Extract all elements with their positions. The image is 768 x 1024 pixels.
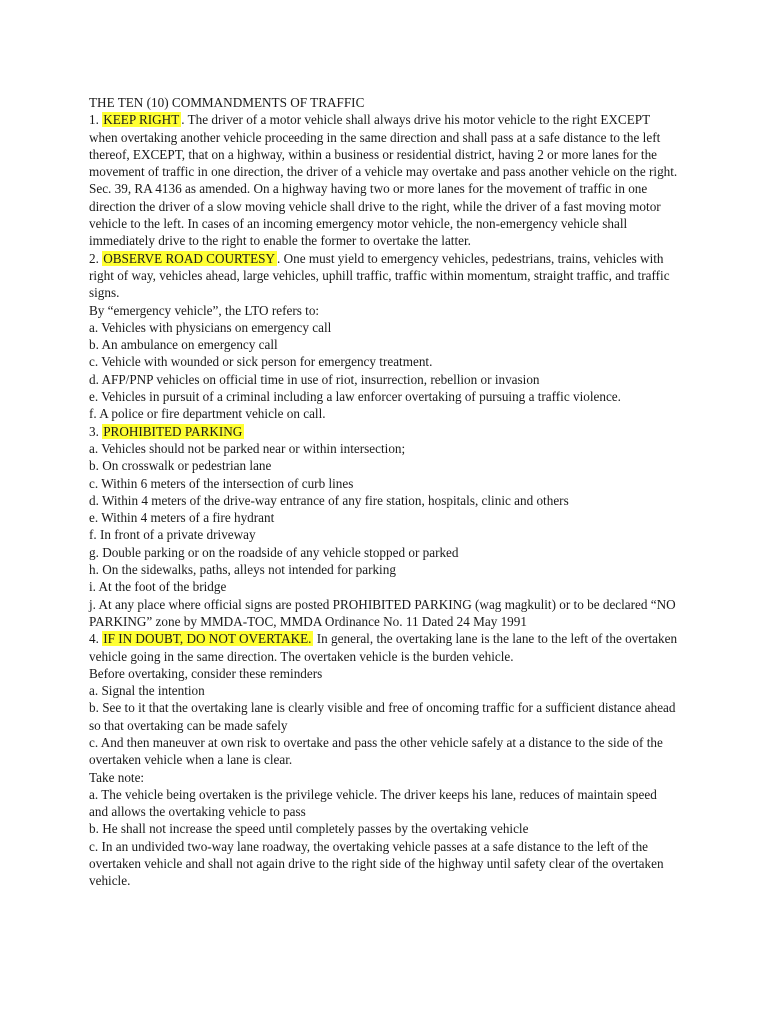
section-4-note-intro: Take note:: [89, 769, 145, 785]
list-item: c. Within 6 meters of the intersection of curb lines: [89, 475, 354, 491]
list-item: b. See to it that the overtaking lane is clearly visible and free of oncoming traffic for a sufficient distance ahead so that overtaking can be made safely: [89, 700, 676, 733]
list-item: b. On crosswalk or pedestrian lane: [89, 458, 272, 474]
list-item: a. Vehicles should not be parked near or within intersection;: [89, 440, 406, 456]
note-item: a. The vehicle being overtaken is the privilege vehicle. The driver keeps his lane, reduces of maintain speed and allows the overtaking vehicle to pass: [89, 786, 657, 820]
section-3-heading-line: [89, 423, 679, 440]
list-item: h. On the sidewalks, paths, alleys not intended for parking: [89, 562, 396, 578]
note-item: b. He shall not increase the speed until completely passes by the overtaking vehicle: [89, 821, 529, 837]
section-4-number: 4.: [89, 631, 103, 647]
list-item: j. At any place where official signs are posted PROHIBITED PARKING (wag magkulit) or to be declared “NO PARKING” zone by MMDA-TOC, MMDA Ordinance No. 11 Dated 24 May 1991: [89, 596, 676, 629]
section-2-body: . One must yield to emergency vehicles, pedestrians, trains, vehicles with right of way, vehicles ahead, large vehicles, uphill traffic, traffic within momentum, straight traffic, and traffic signs.: [89, 250, 670, 301]
list-item: c. And then maneuver at own risk to overtake and pass the other vehicle safely at a distance to the side of the overtaken vehicle when a lane is clear.: [89, 734, 663, 768]
list-item: f. In front of a private driveway: [89, 527, 256, 543]
list-item: b. An ambulance on emergency call: [89, 337, 278, 353]
note-item: c. In an undivided two-way lane roadway, the overtaking vehicle passes at a safe distance to the left of the overtaken vehicle and shall not again drive to the right side of the highway until safety clear of the overtaken vehicle.: [89, 838, 664, 889]
document-page: [89, 94, 679, 890]
section-4-heading-highlight: IF IN DOUBT, DO NOT OVERTAKE.: [103, 631, 312, 647]
list-item: i. At the foot of the bridge: [89, 579, 227, 595]
section-4-paragraph: [89, 630, 679, 665]
section-4-body: In general, the overtaking lane is the lane to the left of the overtaken vehicle going in the same direction. The overtaken vehicle is the burden vehicle.: [89, 631, 678, 664]
list-item: e. Within 4 meters of a fire hydrant: [89, 510, 275, 526]
section-3-number: 3.: [89, 423, 103, 439]
section-2-paragraph: [89, 250, 679, 302]
list-item: c. Vehicle with wounded or sick person for emergency treatment.: [89, 354, 433, 370]
section-1-number: 1.: [89, 112, 103, 128]
list-item: e. Vehicles in pursuit of a criminal including a law enforcer overtaking of pursuing a traffic violence.: [89, 389, 621, 405]
section-4-intro: Before overtaking, consider these reminders: [89, 665, 323, 681]
list-item: d. Within 4 meters of the drive-way entrance of any fire station, hospitals, clinic and others: [89, 492, 569, 508]
section-2-heading-highlight: OBSERVE ROAD COURTESY: [103, 250, 275, 266]
list-item: f. A police or fire department vehicle on call.: [89, 406, 326, 422]
list-item: g. Double parking or on the roadside of any vehicle stopped or parked: [89, 544, 459, 560]
section-1-paragraph: [89, 111, 679, 249]
section-3-heading-highlight: PROHIBITED PARKING: [103, 423, 243, 439]
section-2-intro: By “emergency vehicle”, the LTO refers to:: [89, 302, 320, 318]
list-item: d. AFP/PNP vehicles on official time in use of riot, insurrection, rebellion or invasion: [89, 371, 540, 387]
section-1-heading-highlight: KEEP RIGHT: [103, 112, 180, 128]
section-2-number: 2.: [89, 250, 103, 266]
list-item: a. Vehicles with physicians on emergency call: [89, 319, 332, 335]
section-1-body: . The driver of a motor vehicle shall always drive his motor vehicle to the right EXCEPT when overtaking another vehicle proceeding in the same direction and shall pass at a safe distance to the left thereof, EXCEPT, that on a highway, within a business or residential district, having 2 or more lanes for the movement of traffic in one direction, the driver of a vehicle may overtake and pass another vehicle on the right. Sec. 39, RA 4136 as amended. On a highway having two or more lanes for the movement of traffic in one direction the driver of a slow moving vehicle shall drive to the right, while the driver of a fast moving motor vehicle to the left. In cases of an incoming emergency motor vehicle, the non-emergency vehicle shall immediately drive to the right to enable the former to overtake the latter.: [89, 112, 678, 249]
document-title: THE TEN (10) COMMANDMENTS OF TRAFFIC: [89, 95, 365, 110]
list-item: a. Signal the intention: [89, 683, 205, 699]
